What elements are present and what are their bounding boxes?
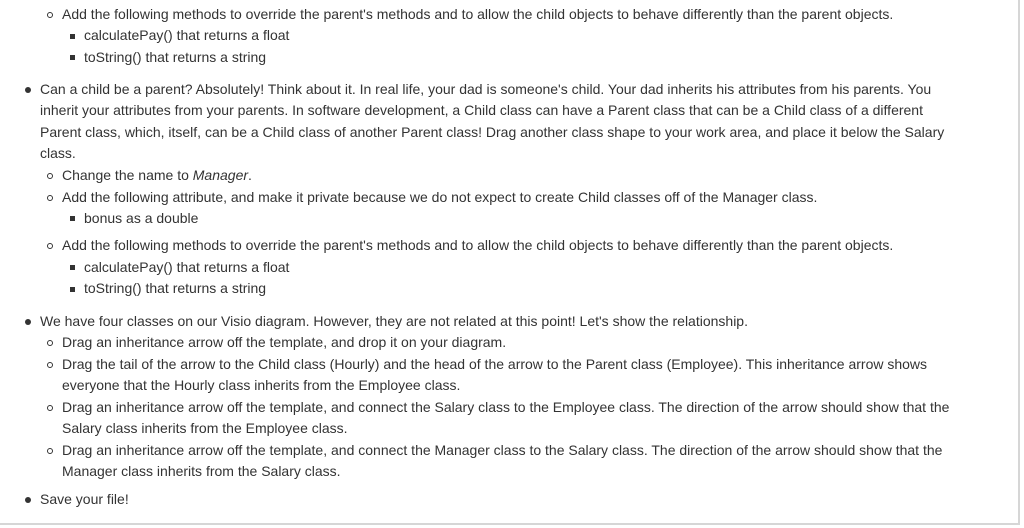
rename-value: Manager [192, 167, 249, 183]
rename-prefix: Change the name to [62, 167, 193, 183]
square-bullet-icon [70, 34, 75, 39]
method-calculatepay-1: calculatePay() that returns a float [84, 27, 290, 43]
method-calculatepay-2: calculatePay() that returns a float [84, 259, 290, 275]
circle-bullet-icon [47, 243, 53, 249]
circle-bullet-icon [47, 173, 53, 179]
rename-suffix: . [248, 167, 252, 183]
rename-instruction [62, 165, 252, 186]
circle-bullet-icon [47, 195, 53, 201]
step-manager-line-2: Manager class inherits from the Salary class. [62, 463, 341, 479]
square-bullet-icon [70, 265, 75, 270]
square-bullet-icon [70, 55, 75, 60]
method-tostring-2: toString() that returns a string [84, 280, 267, 296]
relationship-intro: We have four classes on our Visio diagram. However, they are not related at this point! Let's show the relationship. [40, 313, 748, 329]
step-drag-arrow: Drag an inheritance arrow off the template, and drop it on your diagram. [62, 334, 507, 350]
attribute-intro: Add the following attribute, and make it private because we do not expect to create Child classes off of the Manager class. [62, 189, 818, 205]
paragraph-line-4: class. [40, 145, 76, 161]
paragraph-line-3: Parent class, which, itself, can be a Child class of another Parent class! Drag another class shape to your work area, and place it below the Salary [40, 124, 945, 140]
circle-bullet-icon [47, 12, 53, 18]
disc-bullet-icon [25, 319, 31, 325]
square-bullet-icon [70, 216, 75, 221]
step-salary-line-1: Drag an inheritance arrow off the template, and connect the Salary class to the Employee class. The direction of the arrow should show that the [62, 399, 950, 415]
methods-intro-2: Add the following methods to override the parent's methods and to allow the child objects to behave differently than the parent objects. [62, 237, 894, 253]
step-salary-line-2: Salary class inherits from the Employee class. [62, 420, 348, 436]
circle-bullet-icon [47, 340, 53, 346]
disc-bullet-icon [25, 497, 31, 503]
circle-bullet-icon [47, 448, 53, 454]
attribute-bonus: bonus as a double [84, 210, 199, 226]
methods-intro-1: Add the following methods to override the parent's methods and to allow the child objects to behave differently than the parent objects. [62, 6, 894, 22]
circle-bullet-icon [47, 362, 53, 368]
step-manager-line-1: Drag an inheritance arrow off the template, and connect the Manager class to the Salary class. The direction of the arrow should show that the [62, 442, 943, 458]
save-file-instruction: Save your file! [40, 491, 129, 507]
step-hourly-line-1: Drag the tail of the arrow to the Child class (Hourly) and the head of the arrow to the Parent class (Employee). This inheritance arrow shows [62, 356, 928, 372]
square-bullet-icon [70, 287, 75, 292]
paragraph-line-1: Can a child be a parent? Absolutely! Think about it. In real life, your dad is someone's child. Your dad inherits his attributes from his parents. You [40, 81, 932, 97]
step-hourly-line-2: everyone that the Hourly class inherits from the Employee class. [62, 377, 461, 393]
circle-bullet-icon [47, 405, 53, 411]
disc-bullet-icon [25, 87, 31, 93]
method-tostring-1: toString() that returns a string [84, 49, 267, 65]
paragraph-line-2: inherit your attributes from your parents. In software development, a Child class can have a Parent class that can be a Child class of a different [40, 102, 923, 118]
